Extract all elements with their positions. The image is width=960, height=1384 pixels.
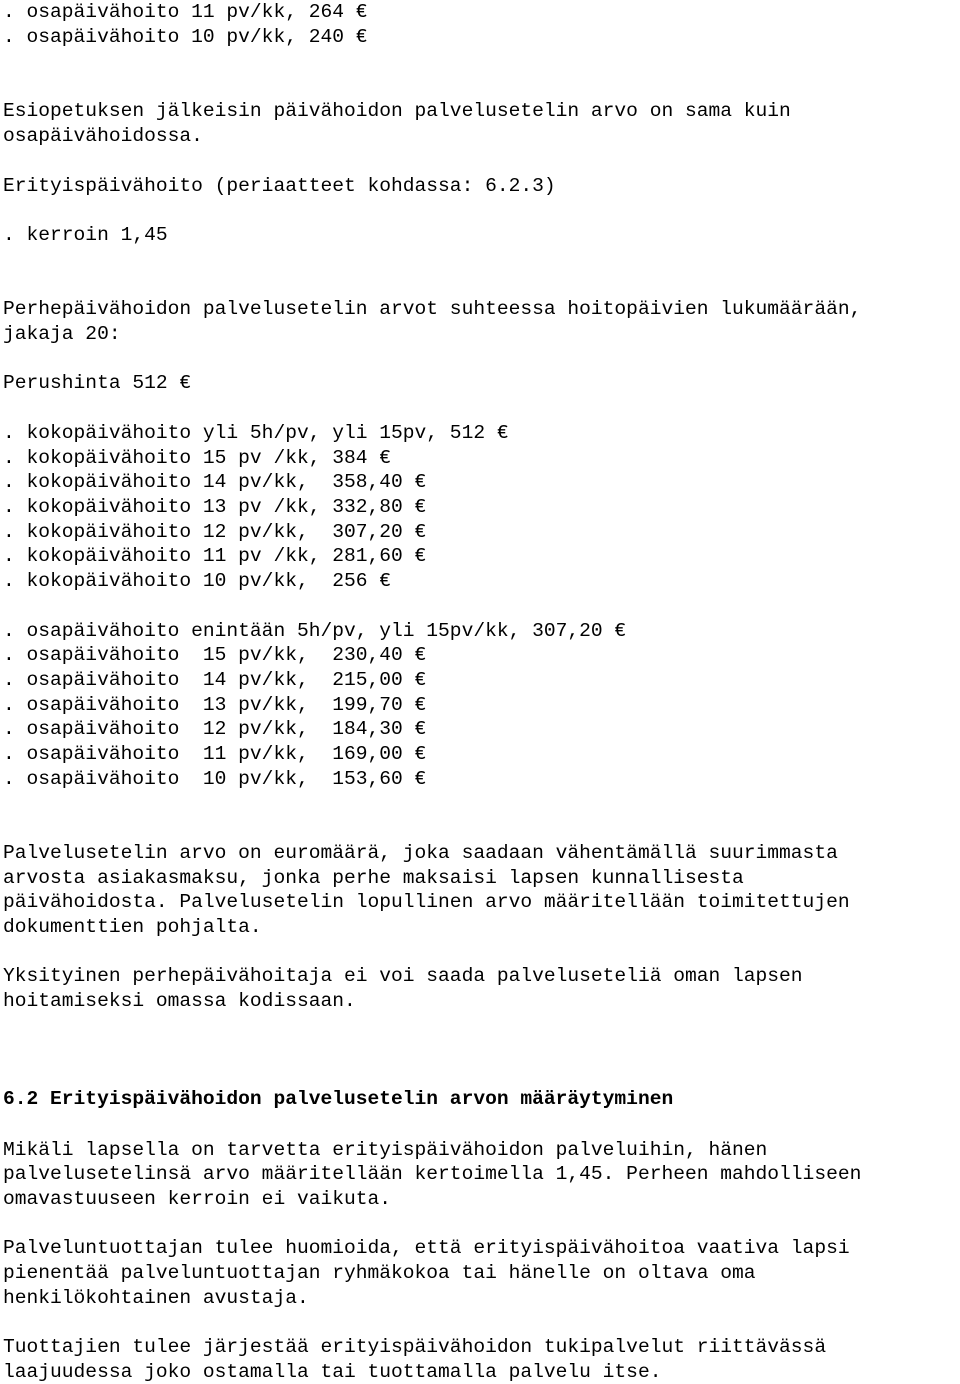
paragraph-line: laajuudessa joko ostamalla tai tuottamalla palvelu itse. [3,1361,662,1383]
paragraph-line: Palvelusetelin arvo on euromäärä, joka saadaan vähentämällä suurimmasta [3,842,838,864]
paragraph-line: Perhepäivähoidon palvelusetelin arvot suhteessa hoitopäivien lukumäärään, [3,298,862,320]
list-item: . kokopäivähoito 10 pv/kk, 256 € [3,570,392,592]
paragraph-line: palvelusetelinsä arvo määritellään kertoimella 1,45. Perheen mahdolliseen [3,1163,862,1185]
paragraph-line: Esiopetuksen jälkeisin päivähoidon palvelusetelin arvo on sama kuin [3,100,791,122]
list-item: . osapäivähoito enintään 5h/pv, yli 15pv/kk, 307,20 € [3,620,627,642]
paragraph-line: arvosta asiakasmaksu, jonka perhe maksaisi lapsen kunnallisesta [3,867,744,889]
paragraph-line: dokumenttien pohjalta. [3,916,262,938]
paragraph-line: pienentää palveluntuottajan ryhmäkokoa tai hänelle on oltava oma [3,1262,756,1284]
list-item: . osapäivähoito 13 pv/kk, 199,70 € [3,694,427,716]
list-item: . kokopäivähoito yli 5h/pv, yli 15pv, 512 € [3,422,509,444]
paragraph-line: jakaja 20: [3,323,121,345]
paragraph-line: hoitamiseksi omassa kodissaan. [3,990,356,1012]
paragraph-line: Yksityinen perhepäivähoitaja ei voi saada palveluseteliä oman lapsen [3,965,803,987]
paragraph-line: henkilökohtainen avustaja. [3,1287,309,1309]
perushinta-line: Perushinta 512 € [3,372,192,394]
paragraph-line: Palveluntuottajan tulee huomioida, että erityispäivähoitoa vaativa lapsi [3,1237,850,1259]
list-item: . kokopäivähoito 14 pv/kk, 358,40 € [3,471,427,493]
list-item: . osapäivähoito 10 pv/kk, 153,60 € [3,768,427,790]
list-item: . osapäivähoito 11 pv/kk, 264 € [3,1,368,23]
paragraph-line: Mikäli lapsella on tarvetta erityispäivähoidon palveluihin, hänen [3,1139,768,1161]
list-item: . osapäivähoito 14 pv/kk, 215,00 € [3,669,427,691]
list-item: . osapäivähoito 10 pv/kk, 240 € [3,26,368,48]
paragraph-line: omavastuuseen kerroin ei vaikuta. [3,1188,392,1210]
section-heading: 6.2 Erityispäivähoidon palvelusetelin arvon määräytyminen [3,1088,674,1110]
paragraph-line: Tuottajien tulee järjestää erityispäivähoidon tukipalvelut riittävässä [3,1336,827,1358]
list-item: . kokopäivähoito 12 pv/kk, 307,20 € [3,521,427,543]
list-item: . osapäivähoito 11 pv/kk, 169,00 € [3,743,427,765]
paragraph-line: osapäivähoidossa. [3,125,203,147]
list-item: . osapäivähoito 15 pv/kk, 230,40 € [3,644,427,666]
kerroin-line: . kerroin 1,45 [3,224,168,246]
paragraph-line: päivähoidosta. Palvelusetelin lopullinen arvo määritellään toimitettujen [3,891,850,913]
erityispaivahoito-label: Erityispäivähoito (periaatteet kohdassa: 6.2.3) [3,175,556,197]
list-item: . kokopäivähoito 13 pv /kk, 332,80 € [3,496,427,518]
list-item: . kokopäivähoito 11 pv /kk, 281,60 € [3,545,427,567]
list-item: . osapäivähoito 12 pv/kk, 184,30 € [3,718,427,740]
list-item: . kokopäivähoito 15 pv /kk, 384 € [3,447,392,469]
